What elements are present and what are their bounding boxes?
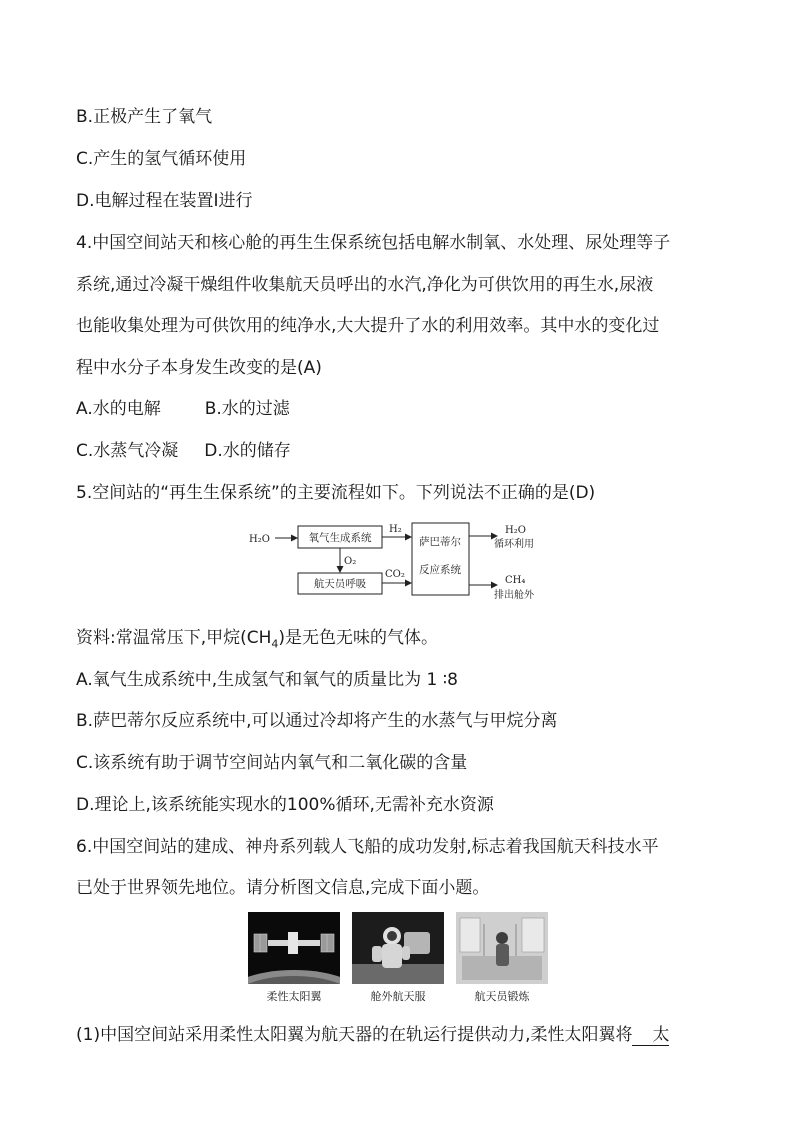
eva-spacesuit-photo <box>352 912 444 984</box>
answer-blank: 太 <box>632 1025 669 1046</box>
q4-option-a: A.水的电解 <box>76 399 161 419</box>
output-methane: CH₄ <box>505 575 526 586</box>
q5-info-subscript: 4 <box>271 637 279 651</box>
q5-option-b: B.萨巴蒂尔反应系统中,可以通过冷却将产生的水蒸气与甲烷分离 <box>76 711 558 731</box>
q6-stem-line-2: 已处于世界领先地位。请分析图文信息,完成下面小题。 <box>76 878 490 898</box>
caption-flexible-solar-wing: 柔性太阳翼 <box>266 990 322 1003</box>
q5-info <box>76 627 438 655</box>
q3-option-d: D.电解过程在装置Ⅰ进行 <box>76 191 253 211</box>
box-sabatier-reaction <box>412 523 469 595</box>
box-sabatier-label-2: 反应系统 <box>419 564 461 576</box>
q4-stem-line-4: 程中水分子本身发生改变的是(A) <box>76 358 322 378</box>
label-h2: H₂ <box>389 524 402 535</box>
q6-stem-line-1: 6.中国空间站的建成、神舟系列载人飞船的成功发射,标志着我国航天科技水平 <box>76 837 659 857</box>
q5-stem: 5.空间站的“再生生保系统”的主要流程如下。下列说法不正确的是(D) <box>76 483 596 503</box>
q4-stem-line-2: 系统,通过冷凝干燥组件收集航天员呼出的水汽,净化为可供饮用的再生水,尿液 <box>76 275 654 295</box>
q3-option-c: C.产生的氢气循环使用 <box>76 149 247 169</box>
flexible-solar-wing-photo <box>248 912 340 984</box>
caption-astronaut-exercise: 航天员锻炼 <box>474 990 530 1003</box>
output-methane-note: 排出舱外 <box>494 590 534 601</box>
q5-option-d: D.理论上,该系统能实现水的100%循环,无需补充水资源 <box>76 795 494 815</box>
output-water-note: 循环利用 <box>494 539 534 550</box>
q4-option-b: B.水的过滤 <box>204 399 290 419</box>
q5-info-pre: 资料:常温常压下,甲烷(CH <box>76 628 272 648</box>
label-co2: CO₂ <box>385 569 405 580</box>
q4-option-d: D.水的储存 <box>204 441 291 461</box>
label-o2: O₂ <box>344 556 357 567</box>
regeneration-flow-diagram <box>245 518 555 608</box>
astronaut-exercise-photo <box>456 912 548 984</box>
output-water: H₂O <box>505 525 526 536</box>
box-sabatier-label-1: 萨巴蒂尔 <box>419 536 461 548</box>
box-astronaut-breathing-label: 航天员呼吸 <box>313 578 367 590</box>
q5-info-post: )是无色无味的气体。 <box>278 628 439 648</box>
q4-options-row-1 <box>76 398 290 420</box>
caption-eva-spacesuit: 舱外航天服 <box>370 990 426 1003</box>
q4-stem-line-3: 也能收集处理为可供饮用的纯净水,大大提升了水的利用效率。其中水的变化过 <box>76 316 660 336</box>
q4-option-c: C.水蒸气冷凝 <box>76 441 179 461</box>
q3-option-b: B.正极产生了氧气 <box>76 107 213 127</box>
q6-photo-strip <box>248 912 548 1007</box>
q4-stem-line-1: 4.中国空间站天和核心舱的再生生保系统包括电解水制氧、水处理、尿处理等子 <box>76 233 671 253</box>
q5-option-a: A.氧气生成系统中,生成氢气和氧气的质量比为 1 ∶8 <box>76 670 459 690</box>
q5-option-c: C.该系统有助于调节空间站内氧气和二氧化碳的含量 <box>76 753 468 773</box>
box-oxygen-generation-label: 氧气生成系统 <box>308 532 372 544</box>
q4-options-row-2 <box>76 440 291 462</box>
diagram-input-water: H₂O <box>249 534 270 545</box>
q6-sub-question-1 <box>76 1024 669 1046</box>
q6-sub1-text: (1)中国空间站采用柔性太阳翼为航天器的在轨运行提供动力,柔性太阳翼将 <box>76 1025 633 1045</box>
